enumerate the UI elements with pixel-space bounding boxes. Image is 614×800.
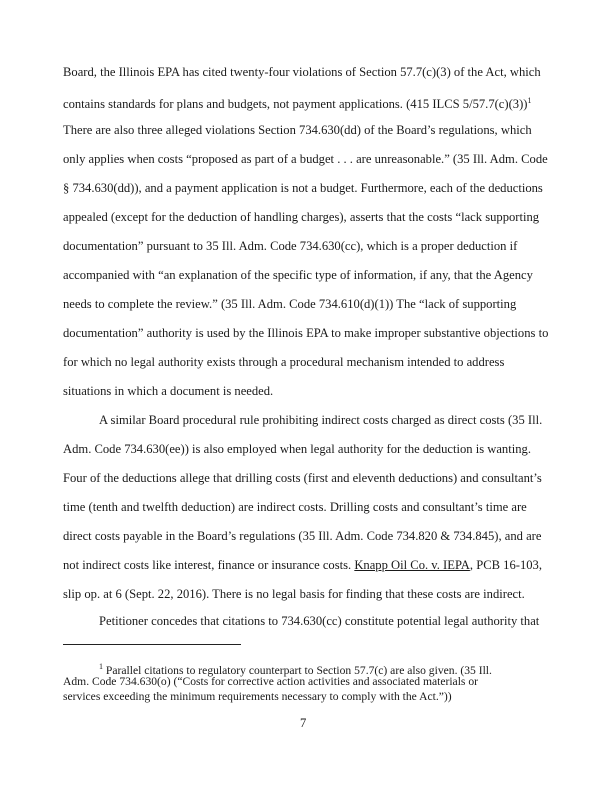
paragraph-start-line: Petitioner concedes that citations to 734.630(cc) constitute potential legal authority that xyxy=(99,614,540,628)
body-line: accompanied with “an explanation of the specific type of information, if any, that the Agency xyxy=(63,268,533,282)
case-citation: Knapp Oil Co. v. IEPA xyxy=(354,558,470,572)
body-line: contains standards for plans and budgets, not payment applications. (415 ILCS 5/57.7(c)(3))$^1$ xyxy=(63,96,532,112)
body-line: Adm. Code 734.630(ee)) is also employed when legal authority for the deduction is wanting. xyxy=(63,442,531,456)
body-line: § 734.630(dd)), and a payment application is not a budget. Furthermore, each of the deductions xyxy=(63,181,543,195)
body-line: documentation” pursuant to 35 Ill. Adm. Code 734.630(cc), which is a proper deduction if xyxy=(63,239,518,253)
body-line: not indirect costs like interest, finance or insurance costs. Knapp Oil Co. v. IEPA, PCB 16-103, xyxy=(63,558,542,572)
body-line: Board, the Illinois EPA has cited twenty-four violations of Section 57.7(c)(3) of the Act, which xyxy=(63,65,541,79)
body-line: There are also three alleged violations Section 734.630(dd) of the Board’s regulations, which xyxy=(63,123,532,137)
footnote-line: services exceeding the minimum requirements necessary to comply with the Act.”)) xyxy=(63,690,452,703)
page-number: 7 xyxy=(300,716,307,730)
footnote-divider xyxy=(63,644,241,645)
body-line: direct costs payable in the Board’s regulations (35 Ill. Adm. Code 734.820 & 734.845), and are xyxy=(63,529,542,543)
footnote-reference: 1 xyxy=(527,96,532,105)
body-line: documentation” authority is used by the Illinois EPA to make improper substantive objections to xyxy=(63,326,549,340)
body-line: for which no legal authority exists through a procedural mechanism intended to address xyxy=(63,355,505,369)
paragraph-start-line: A similar Board procedural rule prohibiting indirect costs charged as direct costs (35 Ill. xyxy=(99,413,543,427)
body-line: Four of the deductions allege that drilling costs (first and eleventh deductions) and consultant’s xyxy=(63,471,542,485)
body-line: needs to complete the review.” (35 Ill. Adm. Code 734.610(d)(1)) The “lack of supporting xyxy=(63,297,517,311)
footnote-line: Adm. Code 734.630(o) (“Costs for corrective action activities and associated materials or xyxy=(63,675,478,688)
body-line: time (tenth and twelfth deduction) are indirect costs. Drilling costs and consultant’s time are xyxy=(63,500,527,514)
body-line: situations in which a document is needed. xyxy=(63,384,274,398)
body-line: slip op. at 6 (Sept. 22, 2016). There is no legal basis for finding that these costs are indirect. xyxy=(63,587,525,601)
body-line: only applies when costs “proposed as part of a budget . . . are unreasonable.” (35 Ill. Adm. Code xyxy=(63,152,548,166)
footnote-number: 1 xyxy=(99,662,103,671)
footnote-line: $^1$ Parallel citations to regulatory counterpart to Section 57.7(c) are also given. (35 Ill. xyxy=(99,662,492,677)
body-line: appealed (except for the deduction of handling charges), asserts that the costs “lack supporting xyxy=(63,210,540,224)
